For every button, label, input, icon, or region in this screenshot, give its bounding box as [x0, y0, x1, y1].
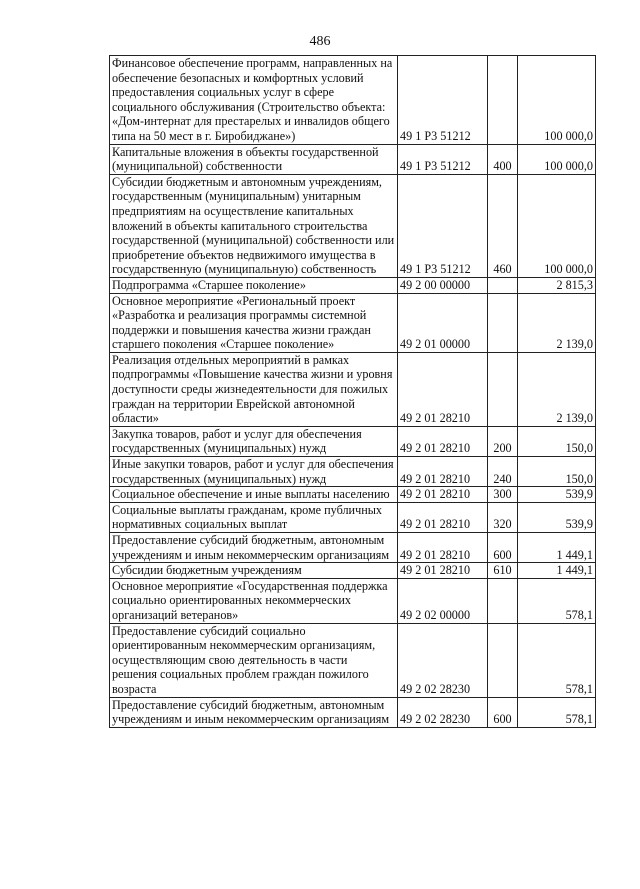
- row-type-cell: [488, 277, 518, 293]
- table-row: [110, 277, 596, 293]
- row-name-cell: Субсидии бюджетным учреждениям: [110, 563, 398, 579]
- row-amount-cell: 100 000,0: [518, 56, 596, 145]
- row-code-cell: 49 2 01 28210: [398, 533, 488, 563]
- table-row: [110, 697, 596, 727]
- budget-table-body: [110, 56, 596, 728]
- row-name-cell: Предоставление субсидий социально ориентированным некоммерческим организациям, осуществляющим свою деятельность в части решения социальных проблем граждан пожилого возраста: [110, 623, 398, 697]
- table-row: [110, 426, 596, 456]
- row-code-cell: 49 2 02 00000: [398, 578, 488, 623]
- row-code-cell: 49 2 01 28210: [398, 502, 488, 532]
- row-amount-cell: 578,1: [518, 578, 596, 623]
- row-amount-cell: 539,9: [518, 502, 596, 532]
- table-row: [110, 144, 596, 174]
- row-code-cell: 49 2 01 28210: [398, 457, 488, 487]
- row-amount-cell: 1 449,1: [518, 563, 596, 579]
- row-code-cell: 49 2 01 28210: [398, 426, 488, 456]
- row-type-cell: [488, 352, 518, 426]
- row-amount-cell: 150,0: [518, 426, 596, 456]
- row-amount-cell: 100 000,0: [518, 174, 596, 277]
- row-amount-cell: 2 815,3: [518, 277, 596, 293]
- row-name-cell: Подпрограмма «Старшее поколение»: [110, 277, 398, 293]
- row-code-cell: 49 2 01 28210: [398, 352, 488, 426]
- table-row: [110, 502, 596, 532]
- table-row: [110, 174, 596, 277]
- table-row: [110, 563, 596, 579]
- row-name-cell: Закупка товаров, работ и услуг для обеспечения государственных (муниципальных) нужд: [110, 426, 398, 456]
- row-name-cell: Субсидии бюджетным и автономным учреждениям, государственным (муниципальным) унитарным предприятиям на осуществление капитальных вложений в объекты капитального строительства государственной (муниципальной) собственности или приобретение объектов недвижимого имущества в государственную (муниципальную) собственность: [110, 174, 398, 277]
- table-row: [110, 623, 596, 697]
- row-type-cell: 320: [488, 502, 518, 532]
- table-row: [110, 352, 596, 426]
- row-type-cell: 460: [488, 174, 518, 277]
- row-type-cell: 200: [488, 426, 518, 456]
- row-amount-cell: 1 449,1: [518, 533, 596, 563]
- row-name-cell: Основное мероприятие «Региональный проект «Разработка и реализация программы системной поддержки и повышения качества жизни граждан старшего поколения «Старшее поколение»: [110, 293, 398, 352]
- row-code-cell: 49 2 02 28230: [398, 697, 488, 727]
- row-name-cell: Финансовое обеспечение программ, направленных на обеспечение безопасных и комфортных условий предоставления социальных услуг в сфере социального обслуживания (Строительство объекта: «Дом-интернат для престарелых и инвалидов общего типа на 50 мест в г. Биробиджане»): [110, 56, 398, 145]
- row-amount-cell: 578,1: [518, 623, 596, 697]
- row-code-cell: 49 1 P3 51212: [398, 144, 488, 174]
- row-type-cell: 600: [488, 533, 518, 563]
- table-row: [110, 578, 596, 623]
- row-amount-cell: 2 139,0: [518, 293, 596, 352]
- row-code-cell: 49 1 P3 51212: [398, 56, 488, 145]
- row-amount-cell: 100 000,0: [518, 144, 596, 174]
- row-type-cell: 400: [488, 144, 518, 174]
- row-name-cell: Основное мероприятие «Государственная поддержка социально ориентированных некоммерческих организаций ветеранов»: [110, 578, 398, 623]
- row-amount-cell: 2 139,0: [518, 352, 596, 426]
- row-type-cell: 240: [488, 457, 518, 487]
- row-type-cell: [488, 578, 518, 623]
- table-row: [110, 56, 596, 145]
- row-type-cell: 600: [488, 697, 518, 727]
- row-type-cell: [488, 56, 518, 145]
- row-code-cell: 49 2 00 00000: [398, 277, 488, 293]
- row-name-cell: Реализация отдельных мероприятий в рамках подпрограммы «Повышение качества жизни и уровня доступности среды жизнедеятельности для пожилых граждан на территории Еврейской автономной области»: [110, 352, 398, 426]
- row-amount-cell: 578,1: [518, 697, 596, 727]
- row-name-cell: Социальные выплаты гражданам, кроме публичных нормативных социальных выплат: [110, 502, 398, 532]
- row-code-cell: 49 2 01 00000: [398, 293, 488, 352]
- row-code-cell: 49 2 01 28210: [398, 487, 488, 503]
- budget-table: [109, 55, 596, 728]
- row-type-cell: 300: [488, 487, 518, 503]
- row-type-cell: 610: [488, 563, 518, 579]
- row-name-cell: Социальное обеспечение и иные выплаты населению: [110, 487, 398, 503]
- row-code-cell: 49 2 01 28210: [398, 563, 488, 579]
- row-name-cell: Капитальные вложения в объекты государственной (муниципальной) собственности: [110, 144, 398, 174]
- table-row: [110, 533, 596, 563]
- row-type-cell: [488, 623, 518, 697]
- row-type-cell: [488, 293, 518, 352]
- row-amount-cell: 539,9: [518, 487, 596, 503]
- row-amount-cell: 150,0: [518, 457, 596, 487]
- row-code-cell: 49 2 02 28230: [398, 623, 488, 697]
- table-row: [110, 293, 596, 352]
- row-code-cell: 49 1 P3 51212: [398, 174, 488, 277]
- row-name-cell: Иные закупки товаров, работ и услуг для обеспечения государственных (муниципальных) нужд: [110, 457, 398, 487]
- table-row: [110, 487, 596, 503]
- row-name-cell: Предоставление субсидий бюджетным, автономным учреждениям и иным некоммерческим организациям: [110, 533, 398, 563]
- row-name-cell: Предоставление субсидий бюджетным, автономным учреждениям и иным некоммерческим организациям: [110, 697, 398, 727]
- page-number: 486: [309, 34, 331, 49]
- table-row: [110, 457, 596, 487]
